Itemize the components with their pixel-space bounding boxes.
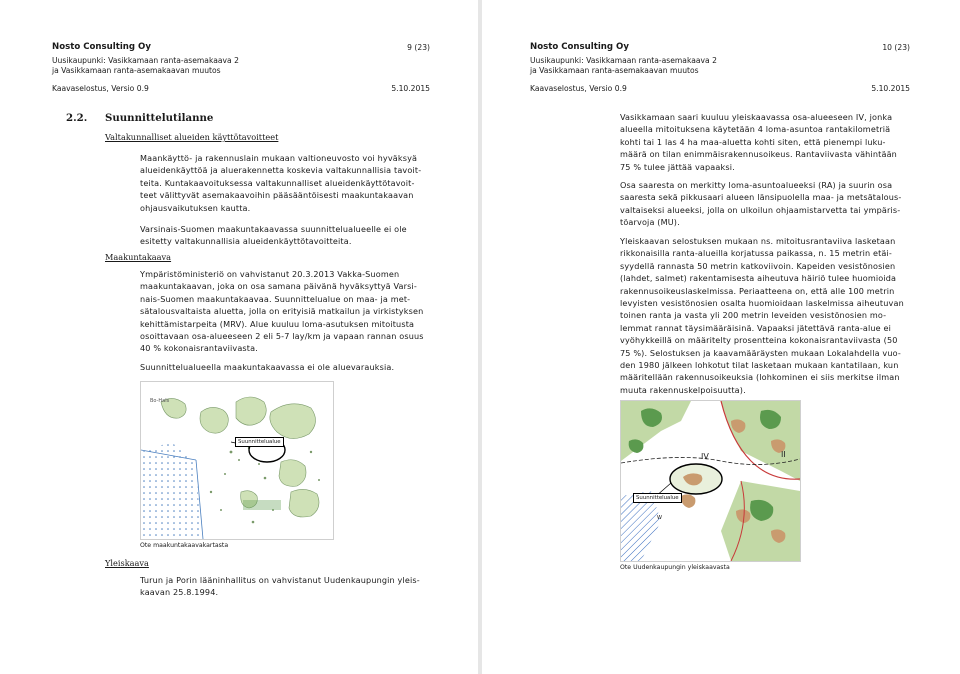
svg-text:W: W (657, 515, 662, 521)
paragraph-yleiskaava: Turun ja Porin lääninhallitus on vahvistanut Uudenkaupungin yleis- kaavan 25.8.1994. (140, 575, 420, 598)
header-project-line1: Uusikaupunki: Vasikkamaan ranta-asemakaava 2 (52, 56, 239, 65)
header-document-version: Kaavaselostus, Versio 0.9 (530, 84, 627, 93)
subheading-valtakunnalliset: Valtakunnalliset alueiden käyttötavoitteet (105, 132, 279, 142)
document-page-right (482, 0, 960, 674)
yleiskaava-map-graphic (621, 401, 800, 561)
subheading-maakuntakaava: Maakuntakaava (105, 252, 172, 262)
header-company: Nosto Consulting Oy (530, 42, 629, 52)
map-label-suunnittelualue: Suunnittelualue (235, 437, 284, 447)
maakuntakaava-map (140, 381, 334, 540)
header-page-number: 9 (23) (407, 43, 430, 52)
subheading-yleiskaava: Yleiskaava (105, 558, 149, 568)
paragraph-maakuntakaava: Ympäristöministeriö on vahvistanut 20.3.2013 Vakka-Suomen maakuntakaavan, joka on osa samana päivänä hyväksyttyä Varsi- nais-Suomen maakuntakaavaa. Suunnittelualue on maa- ja met- sätalousvaltaista aluetta, jolla on erityisiä matkailun ja virkistyksen kehittämistarpeita (MRV). Alue kuuluu loma-asutuksen mitoitusta osoittavaan osa-alueeseen 2 eli 5-7 lay/km ja vapaan rannan osuus 40 % kokonaisrantaviivasta. (140, 269, 424, 354)
header-project-line2: ja Vasikkamaan ranta-asemakaavan muutos (530, 66, 699, 75)
paragraph-varsinais-suomi: Varsinais-Suomen maakuntakaavassa suunnittelualueelle ei ole esitetty valtakunnallisia alueidenkäyttötavoitteita. (140, 224, 407, 247)
section-number: 2.2. (66, 112, 88, 124)
paragraph-ra-mu-alueet: Osa saaresta on merkitty loma-asuntoalueeksi (RA) ja suurin osa saaresta sekä pikkusaari alueen länsipuolella maa- ja metsätalous- valtaiseksi alueeksi, jolla on ulkoilun ohjaamistarvetta tai ympäris- töarvoja (MU). (620, 180, 902, 228)
caption-yleiskaava-map: Ote Uudenkaupungin yleiskaavasta (620, 564, 730, 571)
maakuntakaava-map-graphic (141, 382, 333, 539)
document-page-left (0, 0, 478, 674)
map-label-suunnittelualue: Suunnittelualue (633, 493, 682, 503)
svg-text:IV: IV (701, 452, 709, 461)
svg-text:Bo-Hals: Bo-Hals (150, 398, 170, 404)
header-document-version: Kaavaselostus, Versio 0.9 (52, 84, 149, 93)
header-project-line1: Uusikaupunki: Vasikkamaan ranta-asemakaava 2 (530, 56, 717, 65)
caption-maakuntakaava-map: Ote maakuntakaavakartasta (140, 542, 229, 549)
paragraph-mitoitusrantaviiva: Yleiskaavan selostuksen mukaan ns. mitoitusrantaviiva lasketaan rikkonaisilla ranta-alueilla korjatussa paikassa, n. 15 metrin etäi- syydellä rannasta 50 metrin katkoviivoin. Kapeiden vesistönosien (lahdet, salmet) rakentamisesta aiheutuva häiriö tulee huomioida rakennusoikeuslaskelmissa. Periaatteena on, että alle 100 metrin levyisten vesistönosien osalta huomioidaan laskelmissa aiheutuvan toinen ranta ja vasta yli 200 metrin leveiden vesistönosien mo- lemmat rannat täysimääräisinä. Vapaaksi jätettävä ranta-alue ei vyöhykkeillä on määritelty prosentteina kokonaisrantaviivasta (50 75 %). Selostuksen ja kaavamääräysten mukaan Lokalahdella vuo- den 1980 jälkeen lohkotut tilat lasketaan mukaan kantatilaan, kun määritellään rakennusoikeuksia (lohkominen ei siis merkitse ilman muuta rakennuskelpoisuutta). (620, 236, 904, 395)
header-page-number: 10 (23) (882, 43, 910, 52)
header-date: 5.10.2015 (391, 84, 430, 93)
section-title: Suunnittelutilanne (105, 112, 214, 124)
paragraph-aluevaraukset: Suunnittelualueella maakuntakaavassa ei ole aluevarauksia. (140, 362, 395, 372)
paragraph-osa-alue-iv: Vasikkamaan saari kuuluu yleiskaavassa osa-alueeseen IV, jonka alueella mitoituksena käytetään 4 loma-asuntoa rantakilometriä kohti tai 1 las 4 ha maa-aluetta kohti siten, että pienempi luku- määrä on tilan enimmäisrakennusoikeus. Rantaviivasta vähintään 75 % tulee jättää vapaaksi. (620, 112, 897, 172)
paragraph-valtakunnalliset: Maankäyttö- ja rakennuslain mukaan valtioneuvosto voi hyväksyä alueidenkäyttöä ja aluerakennetta koskevia valtakunnallisia tavoit- teita. Kuntakaavoituksessa valtakunnalliset alueidenkäyttötavoit- teet välittyvät asemakaavoihin pääsääntöisesti maakuntakaavan ohjausvaikutuksen kautta. (140, 153, 422, 213)
svg-text:II: II (781, 450, 786, 459)
yleiskaava-map (620, 400, 801, 562)
header-project-line2: ja Vasikkamaan ranta-asemakaavan muutos (52, 66, 221, 75)
header-company: Nosto Consulting Oy (52, 42, 151, 52)
header-date: 5.10.2015 (871, 84, 910, 93)
